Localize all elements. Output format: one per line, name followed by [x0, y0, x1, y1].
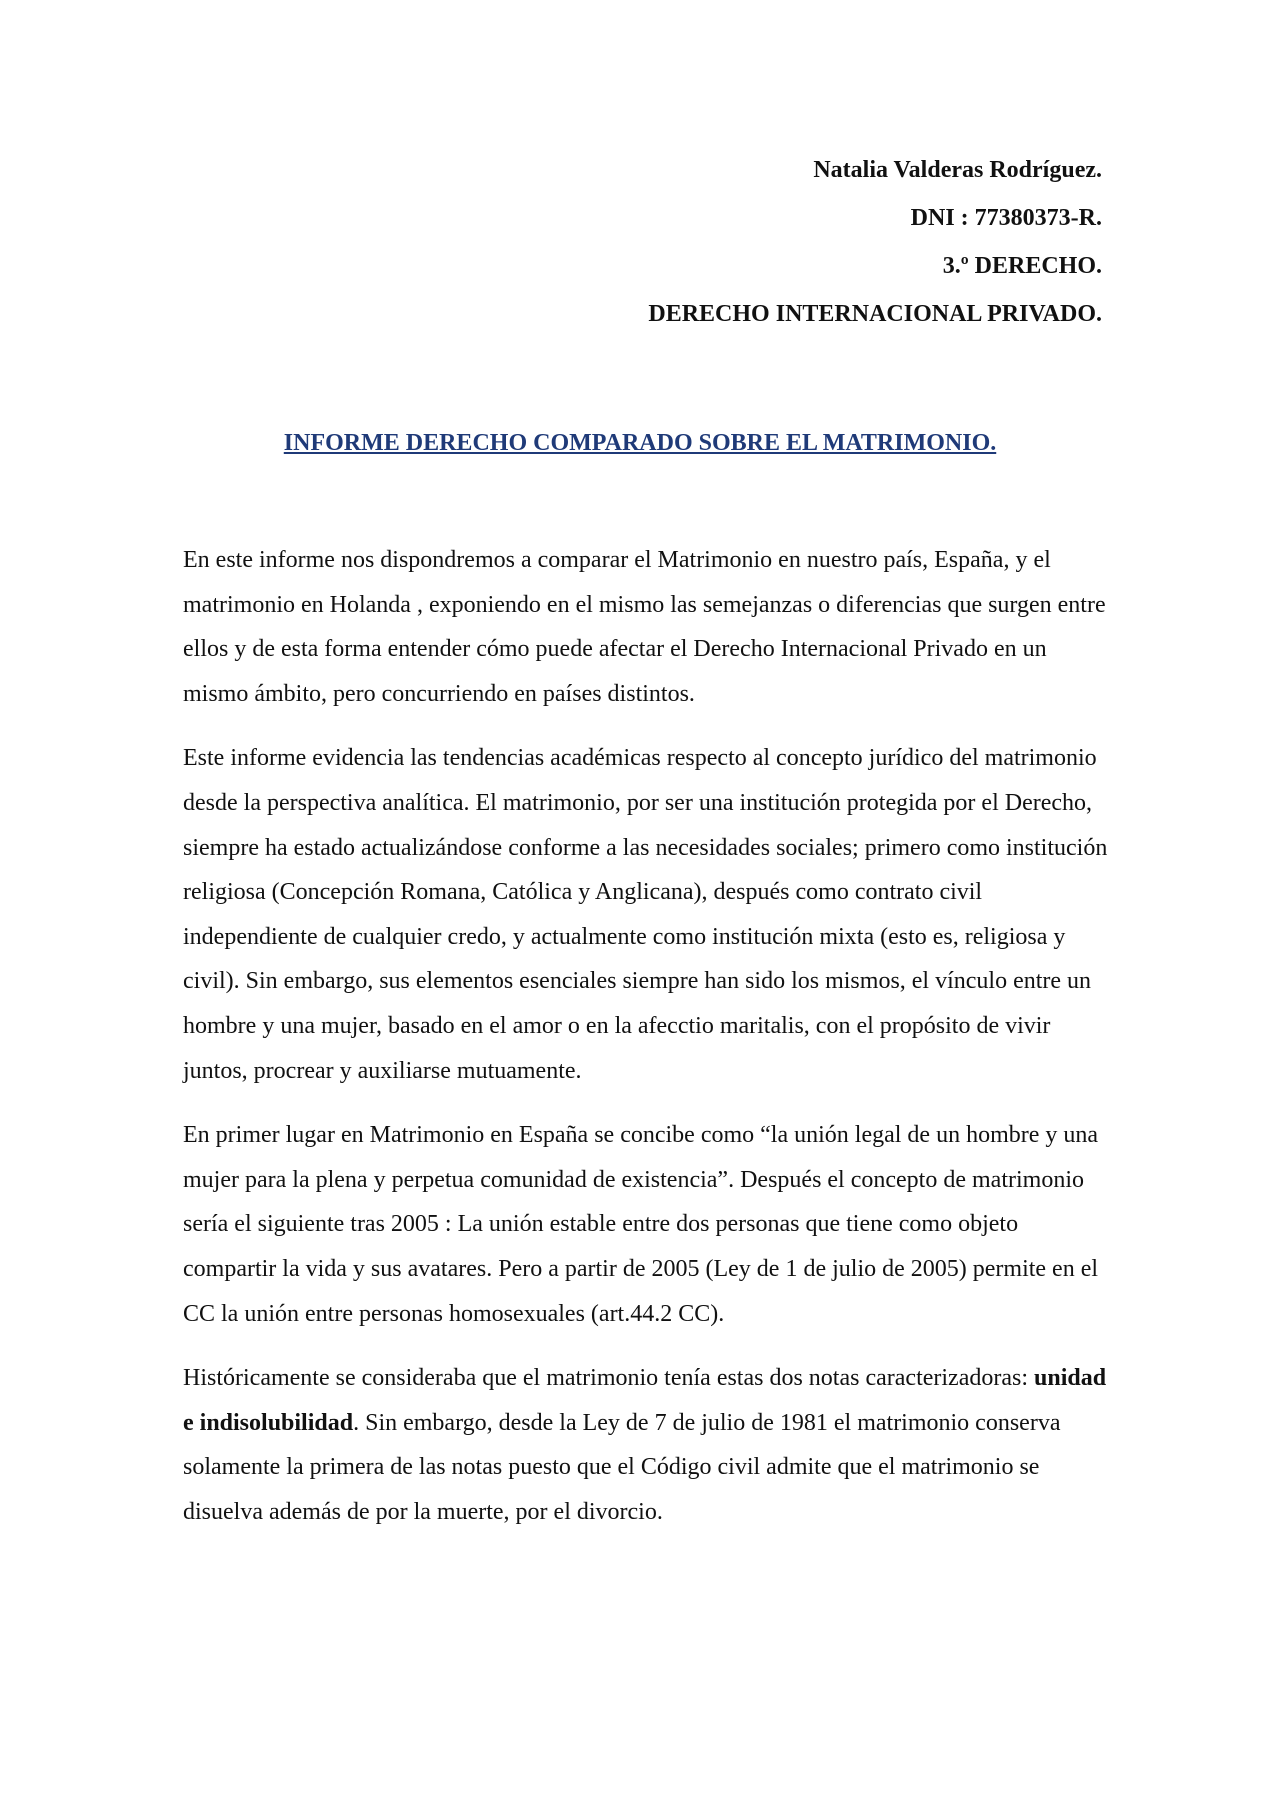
paragraph-spain: En primer lugar en Matrimonio en España se concibe como “la unión legal de un hombre y una mujer para la plena y perpetua comunidad de existencia”. Después el concepto de matrimonio sería el siguiente tras 2005 : La unión estable entre dos personas que tiene como objeto compartir la vida y sus avatares. Pero a partir de 2005 (Ley de 1 de julio de 2005) permite en el CC la unión entre personas homosexuales (art.44.2 CC). [183, 1122, 1099, 1327]
document-title: INFORME DERECHO COMPARADO SOBRE EL MATRIMONIO. [283, 430, 997, 456]
paragraph-history-bold: unidad e indisolubilidad [183, 1365, 1107, 1436]
subject-label: DERECHO INTERNACIONAL PRIVADO. [648, 301, 1102, 327]
author-name: Natalia Valderas Rodríguez. [813, 157, 1102, 183]
paragraph-concept: Este informe evidencia las tendencias académicas respecto al concepto jurídico del matrimonio desde la perspectiva analítica. El matrimonio, por ser una institución protegida por el Derecho, siempre ha estado actualizándose conforme a las necesidades sociales; primero como institución religiosa (Concepción Romana, Católica y Anglicana), después como contrato civil independiente de cualquier credo, y actualmente como institución mixta (esto es, religiosa y civil). Sin embargo, sus elementos esenciales siempre han sido los mismos, el vínculo entre un hombre y una mujer, basado en el amor o en la afecctio maritalis, con el propósito de vivir juntos, procrear y auxiliarse mutuamente. [183, 745, 1108, 1084]
author-dni: DNI : 77380373-R. [910, 205, 1102, 231]
paragraph-intro: En este informe nos dispondremos a comparar el Matrimonio en nuestro país, España, y el matrimonio en Holanda , exponiendo en el mismo las semejanzas o diferencias que surgen entre ellos y de esta forma entender cómo puede afectar el Derecho Internacional Privado en un mismo ámbito, pero concurriendo en países distintos. [183, 547, 1106, 707]
author-header [648, 150, 1102, 342]
paragraph-history-end: . Sin embargo, desde la Ley de 7 de julio de 1981 el matrimonio conserva solamente la primera de las notas puesto que el Código civil admite que el matrimonio se disuelva además de por la muerte, por el divorcio. [183, 1409, 1061, 1525]
paragraph-history-start: Históricamente se consideraba que el matrimonio tenía estas dos notas caracterizadoras: [183, 1365, 1035, 1392]
document-body [183, 538, 1108, 1554]
course-label: 3.º DERECHO. [942, 253, 1102, 279]
paragraph-history [183, 1356, 1108, 1534]
